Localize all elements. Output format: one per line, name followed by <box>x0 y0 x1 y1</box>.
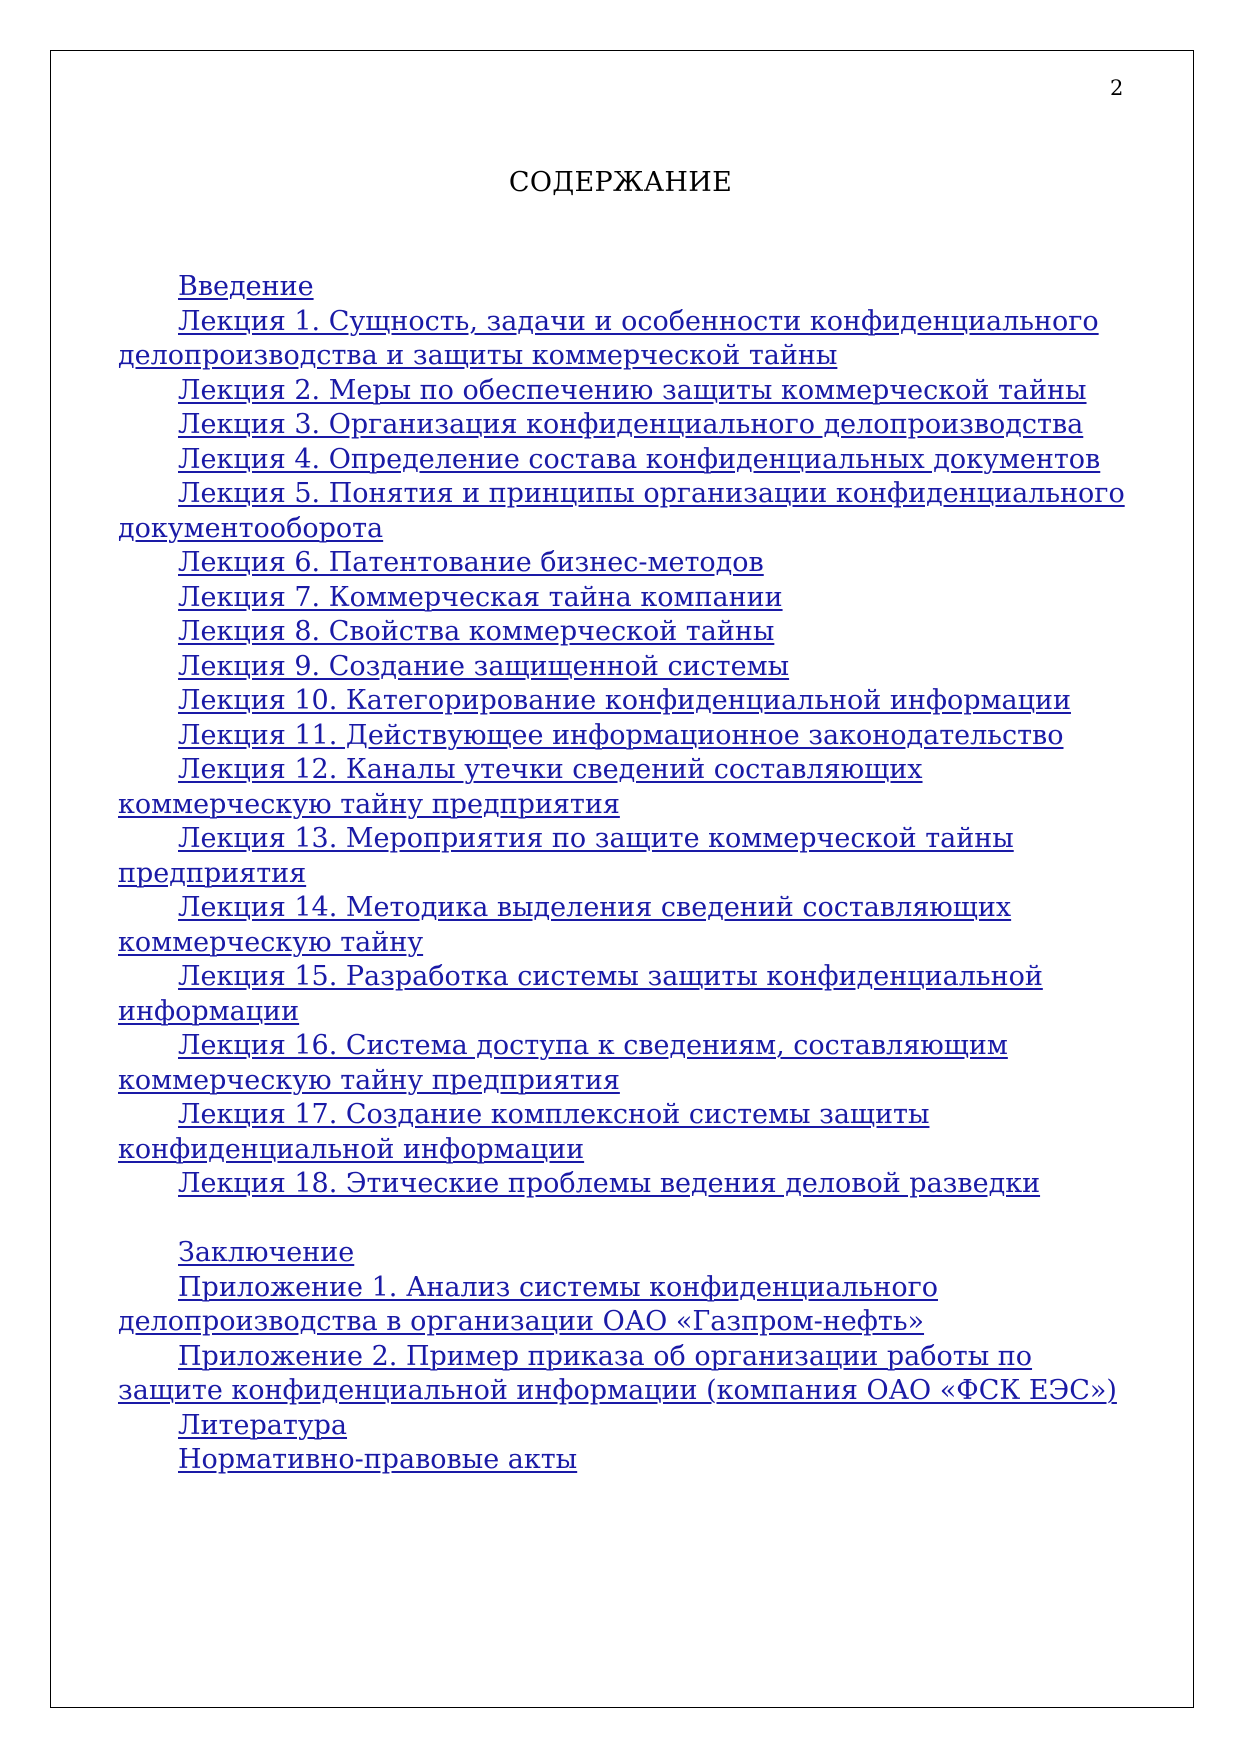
toc-link-lecture-18[interactable]: Лекция 18. Этические проблемы ведения деловой разведки <box>178 1168 1041 1199</box>
toc-item-lecture-7 <box>118 581 1128 616</box>
toc-item-conclusion <box>118 1236 1128 1271</box>
toc-item-lecture-1 <box>118 305 1128 374</box>
toc-item-lecture-15 <box>118 960 1128 1029</box>
toc-item-appendix-1 <box>118 1271 1128 1340</box>
toc-item-appendix-2 <box>118 1340 1128 1409</box>
toc-link-lecture-17[interactable]: Лекция 17. Создание комплексной системы защиты конфиденциальной информации <box>118 1099 930 1165</box>
toc-item-lecture-10 <box>118 684 1128 719</box>
toc-item-lecture-16 <box>118 1029 1128 1098</box>
toc-item-lecture-17 <box>118 1098 1128 1167</box>
toc-item-lecture-4 <box>118 443 1128 478</box>
toc-item-lecture-3 <box>118 408 1128 443</box>
toc-link-lecture-5[interactable]: Лекция 5. Понятия и принципы организации конфиденциального документооборота <box>118 478 1125 544</box>
toc-item-lecture-8 <box>118 615 1128 650</box>
toc-link-lecture-16[interactable]: Лекция 16. Система доступа к сведениям, составляющим коммерческую тайну предприятия <box>118 1030 1008 1096</box>
toc-item-lecture-13 <box>118 822 1128 891</box>
toc-item-legal-acts <box>118 1443 1128 1478</box>
toc-link-lecture-7[interactable]: Лекция 7. Коммерческая тайна компании <box>178 581 783 613</box>
toc-link-appendix-1[interactable]: Приложение 1. Анализ системы конфиденциального делопроизводства в организации ОАО «Газпром-нефть» <box>118 1271 938 1337</box>
toc-link-lecture-15[interactable]: Лекция 15. Разработка системы защиты конфиденциальной информации <box>118 961 1043 1027</box>
toc-link-lecture-6[interactable]: Лекция 6. Патентование бизнес-методов <box>178 547 764 578</box>
toc-link-lecture-11[interactable]: Лекция 11. Действующее информационное законодательство <box>178 719 1064 751</box>
toc-item-literature <box>118 1409 1128 1444</box>
toc-link-literature[interactable]: Литература <box>178 1409 348 1441</box>
toc-link-lecture-10[interactable]: Лекция 10. Категорирование конфиденциальной информации <box>178 685 1071 716</box>
toc-link-legal-acts[interactable]: Нормативно-правовые акты <box>178 1444 578 1475</box>
toc-link-lecture-1[interactable]: Лекция 1. Сущность, задачи и особенности конфиденциального делопроизводства и защиты коммерческой тайны <box>118 305 1099 371</box>
toc-link-lecture-12[interactable]: Лекция 12. Каналы утечки сведений составляющих коммерческую тайну предприятия <box>118 754 923 820</box>
toc-title: СОДЕРЖАНИЕ <box>508 167 733 198</box>
toc-item-lecture-9 <box>118 650 1128 685</box>
toc-link-appendix-2[interactable]: Приложение 2. Пример приказа об организации работы по защите конфиденциальной информации (компания ОАО «ФСК ЕЭС») <box>118 1340 1117 1406</box>
toc-link-lecture-2[interactable]: Лекция 2. Меры по обеспечению защиты коммерческой тайны <box>178 374 1087 406</box>
toc-link-lecture-3[interactable]: Лекция 3. Организация конфиденциального делопроизводства <box>178 409 1084 440</box>
toc-item-introduction <box>118 270 1128 305</box>
toc-item-lecture-6 <box>118 546 1128 581</box>
toc-link-lecture-13[interactable]: Лекция 13. Мероприятия по защите коммерческой тайны предприятия <box>118 823 1014 889</box>
table-of-contents <box>118 270 1128 1478</box>
toc-item-lecture-5 <box>118 477 1128 546</box>
toc-link-lecture-14[interactable]: Лекция 14. Методика выделения сведений составляющих коммерческую тайну <box>118 892 1012 958</box>
toc-item-lecture-12 <box>118 753 1128 822</box>
toc-item-lecture-14 <box>118 891 1128 960</box>
toc-link-lecture-9[interactable]: Лекция 9. Создание защищенной системы <box>178 650 790 682</box>
toc-link-conclusion[interactable]: Заключение <box>178 1237 355 1268</box>
toc-link-lecture-8[interactable]: Лекция 8. Свойства коммерческой тайны <box>178 616 775 647</box>
page-number: 2 <box>1110 76 1124 100</box>
toc-item-lecture-18 <box>118 1167 1128 1202</box>
toc-item-lecture-11 <box>118 719 1128 754</box>
toc-item-lecture-2 <box>118 374 1128 409</box>
toc-link-introduction[interactable]: Введение <box>178 271 314 302</box>
toc-link-lecture-4[interactable]: Лекция 4. Определение состава конфиденциальных документов <box>178 443 1101 475</box>
